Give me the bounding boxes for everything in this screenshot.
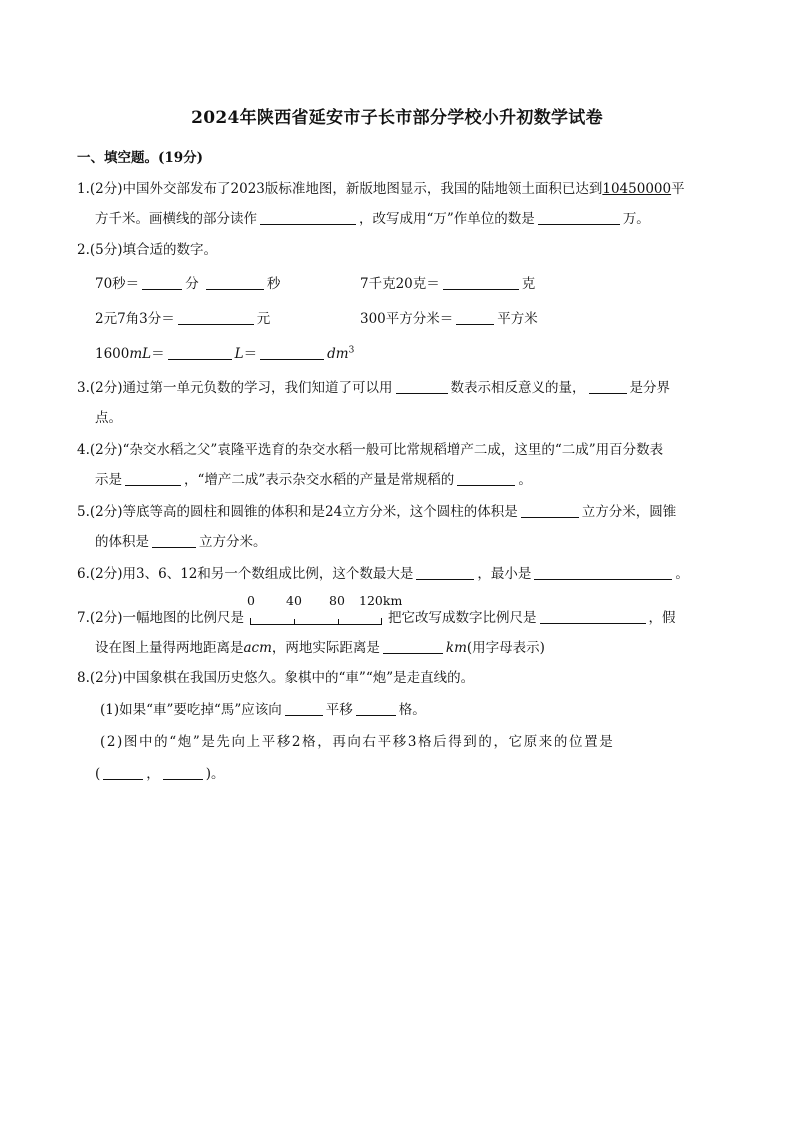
scale-label: 120km xyxy=(359,593,403,608)
question-5-line-1 xyxy=(77,500,676,520)
question-text: (2)图中的“炮”是先向上平移2格，再向右平移3格后得到的，它原来的位置是 xyxy=(100,734,615,750)
question-number: 1. xyxy=(77,181,90,197)
question-score: (2分) xyxy=(89,566,123,582)
scale-label: 0 xyxy=(247,593,255,608)
answer-blank[interactable] xyxy=(416,565,474,580)
question-text: 一幅地图的比例尺是 xyxy=(122,610,245,626)
question-text: 分 xyxy=(185,276,199,292)
question-text: 。 xyxy=(518,472,532,488)
unit-l: L xyxy=(234,346,244,362)
question-text: 中国外交部发布了2023版标准地图，新版地图显示，我国的陆地领土面积已达到 xyxy=(122,181,603,197)
unit-ml: mL xyxy=(129,346,152,362)
scale-bar-figure xyxy=(247,593,403,625)
question-text: 7千克20克＝ xyxy=(360,276,440,292)
answer-blank[interactable] xyxy=(538,210,620,225)
answer-blank[interactable] xyxy=(163,765,203,780)
question-4-line-2 xyxy=(95,468,532,488)
question-text: 示是 xyxy=(95,472,122,488)
question-text: 2元7角3分＝ xyxy=(95,311,175,327)
question-text: 1600 xyxy=(95,346,130,362)
question-text: 是分界 xyxy=(629,380,671,396)
answer-blank[interactable] xyxy=(521,503,579,518)
question-3-line-2 xyxy=(95,406,122,426)
answer-blank[interactable] xyxy=(396,379,448,394)
underlined-number: 10450000 xyxy=(602,181,672,197)
question-text: ，改写成用“万”作单位的数是 xyxy=(359,211,535,227)
question-text: 用3、6、12和另一个数组成比例，这个数最大是 xyxy=(122,566,414,582)
question-8-sub-2-line-2 xyxy=(95,762,225,782)
question-7-line-2 xyxy=(95,636,545,656)
question-number: 2. xyxy=(77,242,90,258)
question-score: (2分) xyxy=(89,181,123,197)
question-1-line-2 xyxy=(95,207,650,227)
question-text: 填合适的数字。 xyxy=(122,242,218,258)
question-text: 平移 xyxy=(325,702,353,718)
question-text: 设在图上量得两地距离是 xyxy=(95,640,244,656)
question-score: (2分) xyxy=(89,504,123,520)
question-score: (2分) xyxy=(89,442,123,458)
answer-blank[interactable] xyxy=(206,275,264,290)
question-text: 。 xyxy=(675,566,689,582)
question-text: 秒 xyxy=(266,276,281,292)
question-text: 中国象棋在我国历史悠久。象棋中的“車”“炮”是走直线的。 xyxy=(122,670,475,686)
question-4-line-1 xyxy=(77,438,663,458)
answer-blank[interactable] xyxy=(142,275,182,290)
question-text: ， xyxy=(146,766,160,782)
question-6-line-1 xyxy=(77,562,689,582)
unit-km: km xyxy=(445,640,467,656)
question-text: ，“增产二成”表示杂交水稻的产量是常规稻的 xyxy=(184,472,455,488)
section-heading: 一、填空题。(19分) xyxy=(77,150,204,166)
question-number: 3. xyxy=(77,380,90,396)
question-5-line-2 xyxy=(95,530,267,550)
question-7-line-1 xyxy=(77,593,676,626)
question-text: 把它改写成数字比例尺是 xyxy=(388,610,537,626)
question-text: 平 xyxy=(671,181,685,197)
question-8-line-1 xyxy=(77,666,474,686)
scale-tick xyxy=(294,619,295,625)
answer-blank[interactable] xyxy=(260,210,356,225)
question-2-row-3 xyxy=(95,342,354,362)
question-text: 点。 xyxy=(95,410,122,426)
answer-blank[interactable] xyxy=(178,310,254,325)
question-text: 立方分米。 xyxy=(199,534,267,550)
question-text: 数表示相反意义的量， xyxy=(450,380,586,396)
question-number: 5. xyxy=(77,504,90,520)
question-text: 等底等高的圆柱和圆锥的体积和是24立方分米，这个圆柱的体积是 xyxy=(122,504,518,520)
question-number: 4. xyxy=(77,442,90,458)
answer-blank[interactable] xyxy=(103,765,143,780)
question-text: 元 xyxy=(256,311,271,327)
page-title: 2024年陕西省延安市子长市部分学校小升初数学试卷 xyxy=(191,108,603,128)
question-text: 平方米 xyxy=(497,311,538,327)
unit-dm: dm xyxy=(327,346,349,362)
scale-tick xyxy=(338,619,339,625)
question-score: (2分) xyxy=(89,670,123,686)
question-number: 8. xyxy=(77,670,90,686)
answer-blank[interactable] xyxy=(356,701,396,716)
scale-bar xyxy=(250,618,382,625)
answer-blank[interactable] xyxy=(383,639,443,654)
question-text: ，最小是 xyxy=(477,566,532,582)
answer-blank[interactable] xyxy=(457,471,515,486)
answer-blank[interactable] xyxy=(285,701,323,716)
answer-blank[interactable] xyxy=(260,345,324,360)
scale-label: 40 xyxy=(286,593,302,608)
question-number: 6. xyxy=(77,566,90,582)
question-2-row-2b xyxy=(360,307,538,327)
unit-exponent: 3 xyxy=(348,345,355,356)
question-text: )。 xyxy=(205,766,225,782)
question-text: 格。 xyxy=(398,702,426,718)
question-text: 通过第一单元负数的学习，我们知道了可以用 xyxy=(122,380,393,396)
scale-label: 80 xyxy=(329,593,345,608)
question-2-row-1a xyxy=(95,272,280,292)
question-text: ( xyxy=(95,766,101,782)
question-2-line-1 xyxy=(77,238,217,258)
answer-blank[interactable] xyxy=(152,533,196,548)
question-score: (5分) xyxy=(89,242,123,258)
question-text: 万。 xyxy=(622,211,650,227)
question-score: (2分) xyxy=(89,610,123,626)
question-text: 克 xyxy=(521,276,536,292)
answer-blank[interactable] xyxy=(168,345,232,360)
answer-blank[interactable] xyxy=(125,471,181,486)
question-text: 300平方分米＝ xyxy=(360,311,454,327)
question-3-line-1 xyxy=(77,376,670,396)
question-text: 70秒＝ xyxy=(95,276,140,292)
answer-blank[interactable] xyxy=(589,379,627,394)
question-text: (1)如果“車”要吃掉“馬”应该向 xyxy=(100,702,282,718)
question-8-sub-2 xyxy=(100,730,614,750)
question-text: 立方分米，圆锥 xyxy=(581,504,677,520)
question-text: ，两地实际距离是 xyxy=(271,640,380,656)
variable-acm: acm xyxy=(243,640,272,656)
question-number: 7. xyxy=(77,610,90,626)
question-text: 方千米。画横线的部分读作 xyxy=(95,211,257,227)
question-text: (用字母表示) xyxy=(466,640,545,656)
question-score: (2分) xyxy=(89,380,123,396)
answer-blank[interactable] xyxy=(443,275,519,290)
question-text: 的体积是 xyxy=(95,534,149,550)
question-text: ，假 xyxy=(648,610,676,626)
question-1-line-1 xyxy=(77,177,685,197)
question-2-row-2a xyxy=(95,307,270,327)
question-text: ＝ xyxy=(243,346,258,362)
answer-blank[interactable] xyxy=(534,565,672,580)
answer-blank[interactable] xyxy=(456,310,494,325)
question-8-sub-1 xyxy=(100,698,426,718)
question-text: ＝ xyxy=(151,346,165,362)
question-2-row-1b xyxy=(360,272,535,292)
question-text: “杂交水稻之父”袁隆平选育的杂交水稻一般可比常规稻增产二成，这里的“二成”用百分数表 xyxy=(122,442,664,458)
answer-blank[interactable] xyxy=(540,609,646,624)
